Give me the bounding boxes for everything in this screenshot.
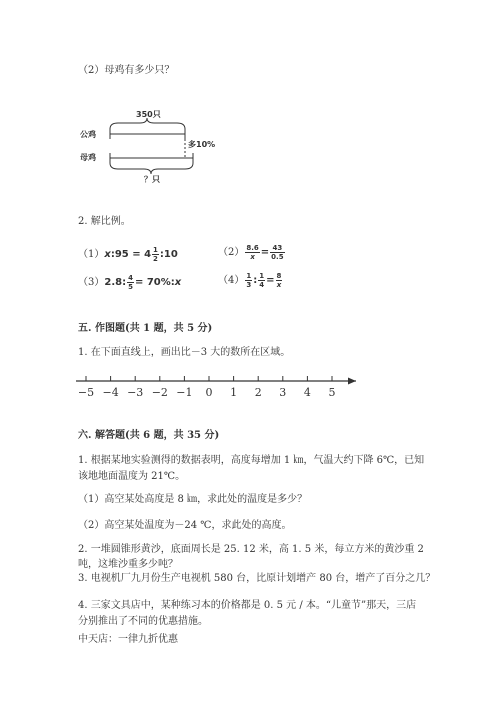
proportion-4-fraction-1 bbox=[245, 272, 252, 289]
fraction-denominator: 3 bbox=[246, 281, 252, 289]
section-6-q4-line2: 分别推出了不同的优惠措施。 bbox=[78, 616, 208, 627]
fraction-numerator: 1 bbox=[153, 246, 158, 254]
hen-count-label: ？只 bbox=[144, 175, 160, 184]
number-line-tick-label: −4 bbox=[102, 386, 119, 399]
proportion-3-fraction bbox=[127, 274, 134, 291]
proportion-1 bbox=[78, 245, 178, 263]
number-line-tick-label: 4 bbox=[303, 386, 311, 399]
number-line-tick-label: 1 bbox=[230, 386, 238, 399]
section-6-q4-line1: 4. 三家文具店中，某种练习本的价格都是 0. 5 元 / 本。“儿童节”那天，三店 bbox=[78, 600, 417, 611]
section-6-q2-line2: 吨，这堆沙重多少吨？ bbox=[78, 559, 178, 570]
fraction-numerator: 1 bbox=[246, 272, 252, 280]
section-6-q1-sub2: （2）高空某处温度为－24 ℃，求此处的高度。 bbox=[78, 520, 292, 531]
proportion-3-mid: = 70%: bbox=[134, 277, 175, 288]
section-6-q1-sub1: （1）高空某处高度是 8 ㎞，求此处的温度是多少？ bbox=[78, 494, 308, 505]
number-line-tick-label: 0 bbox=[205, 386, 213, 399]
section-6-q1-line1: 1. 根据某地实验测得的数据表明，高度每增加 1 ㎞，气温大约下降 6℃，已知 bbox=[78, 455, 425, 466]
section-6-q2-line1: 2. 一堆圆锥形黄沙，底面周长是 25. 12 米，高 1. 5 米，每立方米的黄沙重 2 bbox=[78, 544, 424, 555]
rooster-count-label: 350只 bbox=[136, 110, 161, 119]
proportion-2 bbox=[218, 243, 286, 261]
section-6-q1-line2: 该地地面温度为 21℃。 bbox=[78, 471, 186, 482]
fraction-denominator: 4 bbox=[259, 281, 265, 289]
fraction-denominator: x bbox=[276, 281, 282, 289]
proportion-4-colon: : bbox=[253, 275, 258, 286]
fraction-numerator: 8 bbox=[276, 272, 282, 280]
rooster-label: 公鸡 bbox=[80, 130, 96, 139]
number-line-tick-label: −2 bbox=[151, 386, 168, 399]
store-1-offer: 中天店：一律九折优惠 bbox=[78, 634, 178, 645]
fraction-denominator: 0.5 bbox=[271, 253, 284, 261]
fraction-denominator: 2 bbox=[153, 255, 158, 263]
proportion-1-fraction bbox=[152, 246, 159, 263]
proportion-1-mid: :95 = 4 bbox=[110, 249, 152, 260]
proportion-4-prefix: （4） bbox=[218, 275, 245, 286]
fraction-numerator: 43 bbox=[270, 244, 284, 253]
proportion-2-right-fraction bbox=[270, 244, 284, 261]
section-5-heading: 五. 作图题(共 1 题，共 5 分) bbox=[78, 323, 213, 334]
proportion-3-a: 2.8: bbox=[104, 277, 127, 288]
hen-label: 母鸡 bbox=[80, 153, 96, 162]
number-line-tick-label: −3 bbox=[127, 386, 144, 399]
proportion-4-fraction-3 bbox=[276, 272, 283, 289]
fraction-denominator: x bbox=[250, 253, 255, 261]
proportion-3-x: x bbox=[174, 277, 182, 288]
proportion-2-equals: = bbox=[260, 247, 270, 258]
fraction-numerator: 8.6 bbox=[246, 244, 259, 252]
proportion-3-prefix: （3） bbox=[78, 277, 105, 288]
proportion-4-fraction-2 bbox=[258, 272, 265, 289]
number-line-tick-label: 2 bbox=[254, 386, 262, 399]
section-6-q3: 3. 电视机厂九月份生产电视机 580 台，比原计划增产 80 台，增产了百分之几？ bbox=[78, 573, 436, 584]
proportion-2-prefix: （2） bbox=[218, 247, 245, 258]
solve-proportion-title: 2. 解比例。 bbox=[78, 216, 131, 227]
section-5-question-1: 1. 在下面直线上，画出比－3 大的数所在区域。 bbox=[78, 347, 291, 358]
proportion-4-equals: = bbox=[266, 275, 275, 286]
fraction-numerator: 1 bbox=[259, 272, 265, 280]
proportion-1-end: :10 bbox=[159, 249, 178, 260]
proportion-1-prefix: （1） bbox=[78, 249, 105, 260]
more-percent-label: 多10% bbox=[188, 140, 216, 149]
section-6-heading: 六. 解答题(共 6 题，共 35 分) bbox=[78, 430, 220, 441]
number-line-tick-label: −1 bbox=[176, 386, 193, 399]
proportion-2-left-fraction bbox=[245, 244, 259, 261]
number-line-tick-label: −5 bbox=[77, 386, 95, 399]
number-line-tick-label: 5 bbox=[328, 386, 336, 399]
fraction-denominator: 5 bbox=[128, 283, 133, 291]
number-line-tick-label: 3 bbox=[279, 386, 287, 399]
fraction-numerator: 4 bbox=[128, 274, 133, 282]
proportion-3 bbox=[78, 273, 181, 291]
number-line-ticks bbox=[86, 376, 332, 381]
question-mother-chickens: （2）母鸡有多少只？ bbox=[78, 65, 175, 76]
proportion-1-x: x bbox=[104, 249, 111, 260]
proportion-4 bbox=[218, 271, 283, 289]
